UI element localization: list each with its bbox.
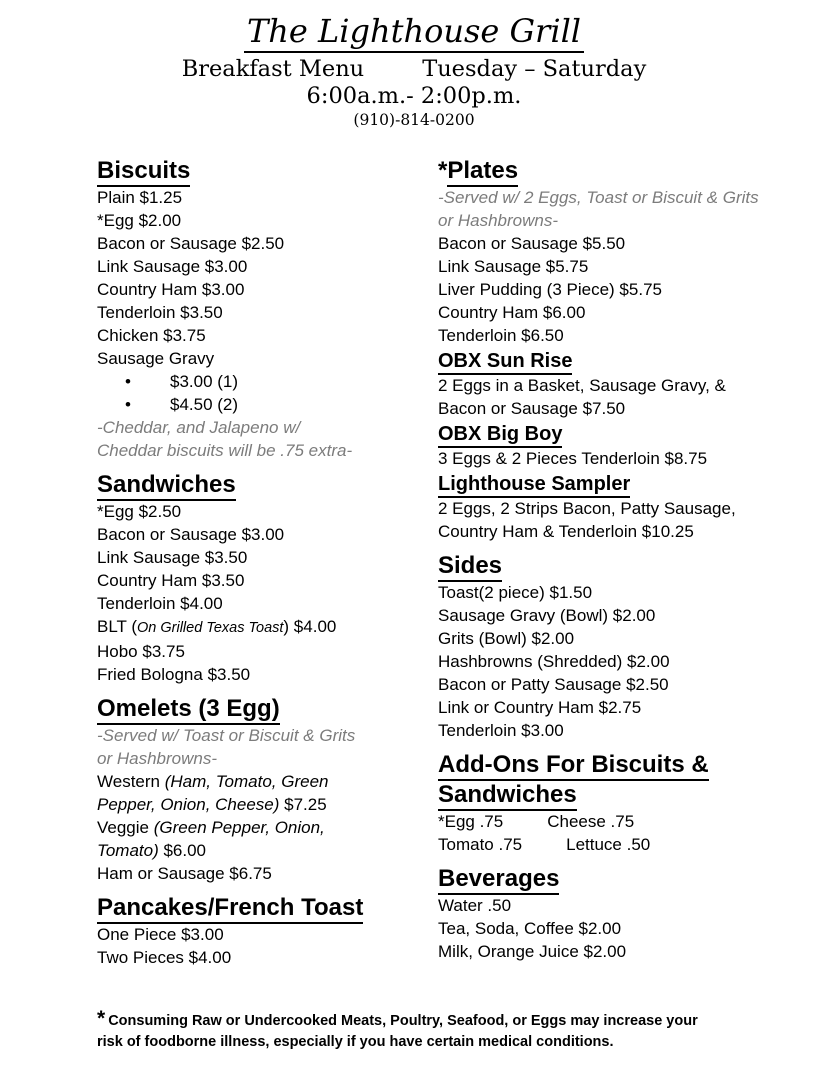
section-heading-text: Pancakes/French Toast [97,894,363,924]
menu-item: Chicken $3.75 [97,326,206,345]
heading-asterisk: * [438,157,448,184]
section-heading [97,470,367,500]
menu-item-text: $6.00 [158,841,206,860]
menu-item: Two Pieces $4.00 [97,948,232,967]
menu-item: Hashbrowns (Shredded) $2.00 [438,652,670,671]
section-heading [97,156,367,186]
menu-item-text: $7.25 [279,795,327,814]
menu-type-label: Breakfast Menu [181,56,365,83]
menu-item: Sausage Gravy [97,349,215,368]
menu-item [438,810,774,833]
menu-header [0,12,828,129]
menu-item: *Egg $2.50 [97,502,182,521]
restaurant-title: The Lighthouse Grill [244,12,584,53]
section-heading [438,349,774,374]
section-note: -Served w/ 2 Eggs, Toast or Biscuit & Grits or Hashbrowns- [438,188,759,230]
menu-item: Tenderloin $6.50 [438,326,564,345]
menu-item: Country Ham $6.00 [438,303,586,322]
menu-column-left [97,148,367,969]
menu-item: Country Ham $3.00 [97,280,245,299]
section-heading [438,472,774,497]
menu-item: Tenderloin $3.00 [438,721,564,740]
section-heading-text: OBX Big Boy [438,423,562,448]
menu-item-text: Cheese .75 [547,812,635,831]
menu-item: Sausage Gravy (Bowl) $2.00 [438,606,656,625]
section-heading [438,422,774,447]
menu-section-obx-big-boy [438,422,774,470]
menu-item [97,393,367,416]
menu-item: Bacon or Sausage $2.50 [97,234,285,253]
menu-item: Bacon or Patty Sausage $2.50 [438,675,669,694]
menu-section-sides [438,551,774,742]
menu-item [97,370,367,393]
menu-item: Tea, Soda, Coffee $2.00 [438,919,622,938]
menu-item [97,615,367,640]
menu-item-text: $4.50 (2) [170,395,239,414]
menu-item [97,816,367,862]
menu-item: Tenderloin $4.00 [97,594,223,613]
menu-item-note: -Cheddar, and Jalapeno w/ Cheddar biscuits will be .75 extra- [97,418,353,460]
menu-item: *Egg $2.00 [97,211,182,230]
menu-item: Milk, Orange Juice $2.00 [438,942,627,961]
menu-item: 3 Eggs & 2 Pieces Tenderloin $8.75 [438,449,708,468]
menu-item: Fried Bologna $3.50 [97,665,251,684]
menu-item: Tenderloin $3.50 [97,303,223,322]
menu-item: Grits (Bowl) $2.00 [438,629,575,648]
footnote-text: Consuming Raw or Undercooked Meats, Poultry, Seafood, or Eggs may increase your risk of foodborne illness, especially if you have certain medical conditions. [97,1013,698,1050]
menu-section-plates [438,156,774,347]
menu-section-biscuits [97,156,367,462]
menu-item-text: $3.00 (1) [170,372,239,391]
menu-section-obx-sun-rise [438,349,774,420]
menu-item-text: Tomato .75 [438,835,523,854]
menu-item: Bacon or Sausage $3.00 [97,525,285,544]
menu-item [438,833,774,856]
menu-item-text: (Green Pepper, Onion, Tomato) [97,818,325,860]
menu-section-sandwiches [97,470,367,686]
section-heading [438,750,774,810]
menu-item: Hobo $3.75 [97,642,185,661]
menu-item: Link Sausage $3.00 [97,257,248,276]
bullet-icon: • [125,395,131,414]
section-heading-text: Sides [438,552,502,582]
menu-item: Country Ham $3.50 [97,571,245,590]
section-heading [438,156,774,186]
menu-item-text: *Egg .75 [438,812,504,831]
section-heading-text: Biscuits [97,157,190,187]
section-note: -Served w/ Toast or Biscuit & Grits or Hashbrowns- [97,726,356,768]
section-heading-text: Omelets (3 Egg) [97,695,280,725]
menu-item: Liver Pudding (3 Piece) $5.75 [438,280,662,299]
menu-item: Water .50 [438,896,512,915]
section-heading [97,893,367,923]
bullet-icon: • [125,372,131,391]
section-heading-text: Plates [447,157,518,187]
section-heading [438,551,774,581]
menu-section-add-ons-for-biscuits-sandwiches [438,750,774,856]
section-heading [438,864,774,894]
menu-section-beverages [438,864,774,963]
section-heading-text: Beverages [438,865,559,895]
menu-item: Link Sausage $5.75 [438,257,589,276]
menu-item: Plain $1.25 [97,188,183,207]
menu-item-text: BLT ( [97,617,137,636]
menu-item-text: Veggie [97,818,154,837]
menu-item: One Piece $3.00 [97,925,224,944]
menu-phone: (910)-814-0200 [353,111,475,130]
menu-section-lighthouse-sampler [438,472,774,543]
menu-item-text: On Grilled Texas Toast [137,620,284,636]
menu-item: Toast(2 piece) $1.50 [438,583,593,602]
section-heading-text: Add-Ons For Biscuits & Sandwiches [438,751,709,811]
menu-item [97,770,367,816]
menu-hours: 6:00a.m.- 2:00p.m. [306,83,522,110]
footnote-asterisk: * [97,1007,106,1030]
menu-section-omelets-3-egg [97,694,367,885]
menu-column-right [438,148,774,969]
menu-item: 2 Eggs in a Basket, Sausage Gravy, & Bacon or Sausage $7.50 [438,376,726,418]
section-heading [97,694,367,724]
title-row [0,12,828,53]
menu-days-label: Tuesday – Saturday [422,56,647,83]
menu-item: Link Sausage $3.50 [97,548,248,567]
menu-item: Ham or Sausage $6.75 [97,864,272,883]
menu-item-text: Lettuce .50 [566,835,651,854]
section-heading-text: Lighthouse Sampler [438,473,630,498]
menu-section-pancakes-french-toast [97,893,367,969]
menu-item-text: Western [97,772,165,791]
menu-footnote [97,1008,725,1053]
section-heading-text: Sandwiches [97,471,236,501]
menu-item-text: (Ham, Tomato, Green Pepper, Onion, Cheese) [97,772,329,814]
menu-body [97,148,774,969]
section-heading-text: OBX Sun Rise [438,350,572,375]
menu-item-text: ) $4.00 [283,617,337,636]
menu-item: 2 Eggs, 2 Strips Bacon, Patty Sausage, Country Ham & Tenderloin $10.25 [438,499,736,541]
menu-subtitle [0,56,828,82]
menu-item: Link or Country Ham $2.75 [438,698,642,717]
menu-item: Bacon or Sausage $5.50 [438,234,626,253]
